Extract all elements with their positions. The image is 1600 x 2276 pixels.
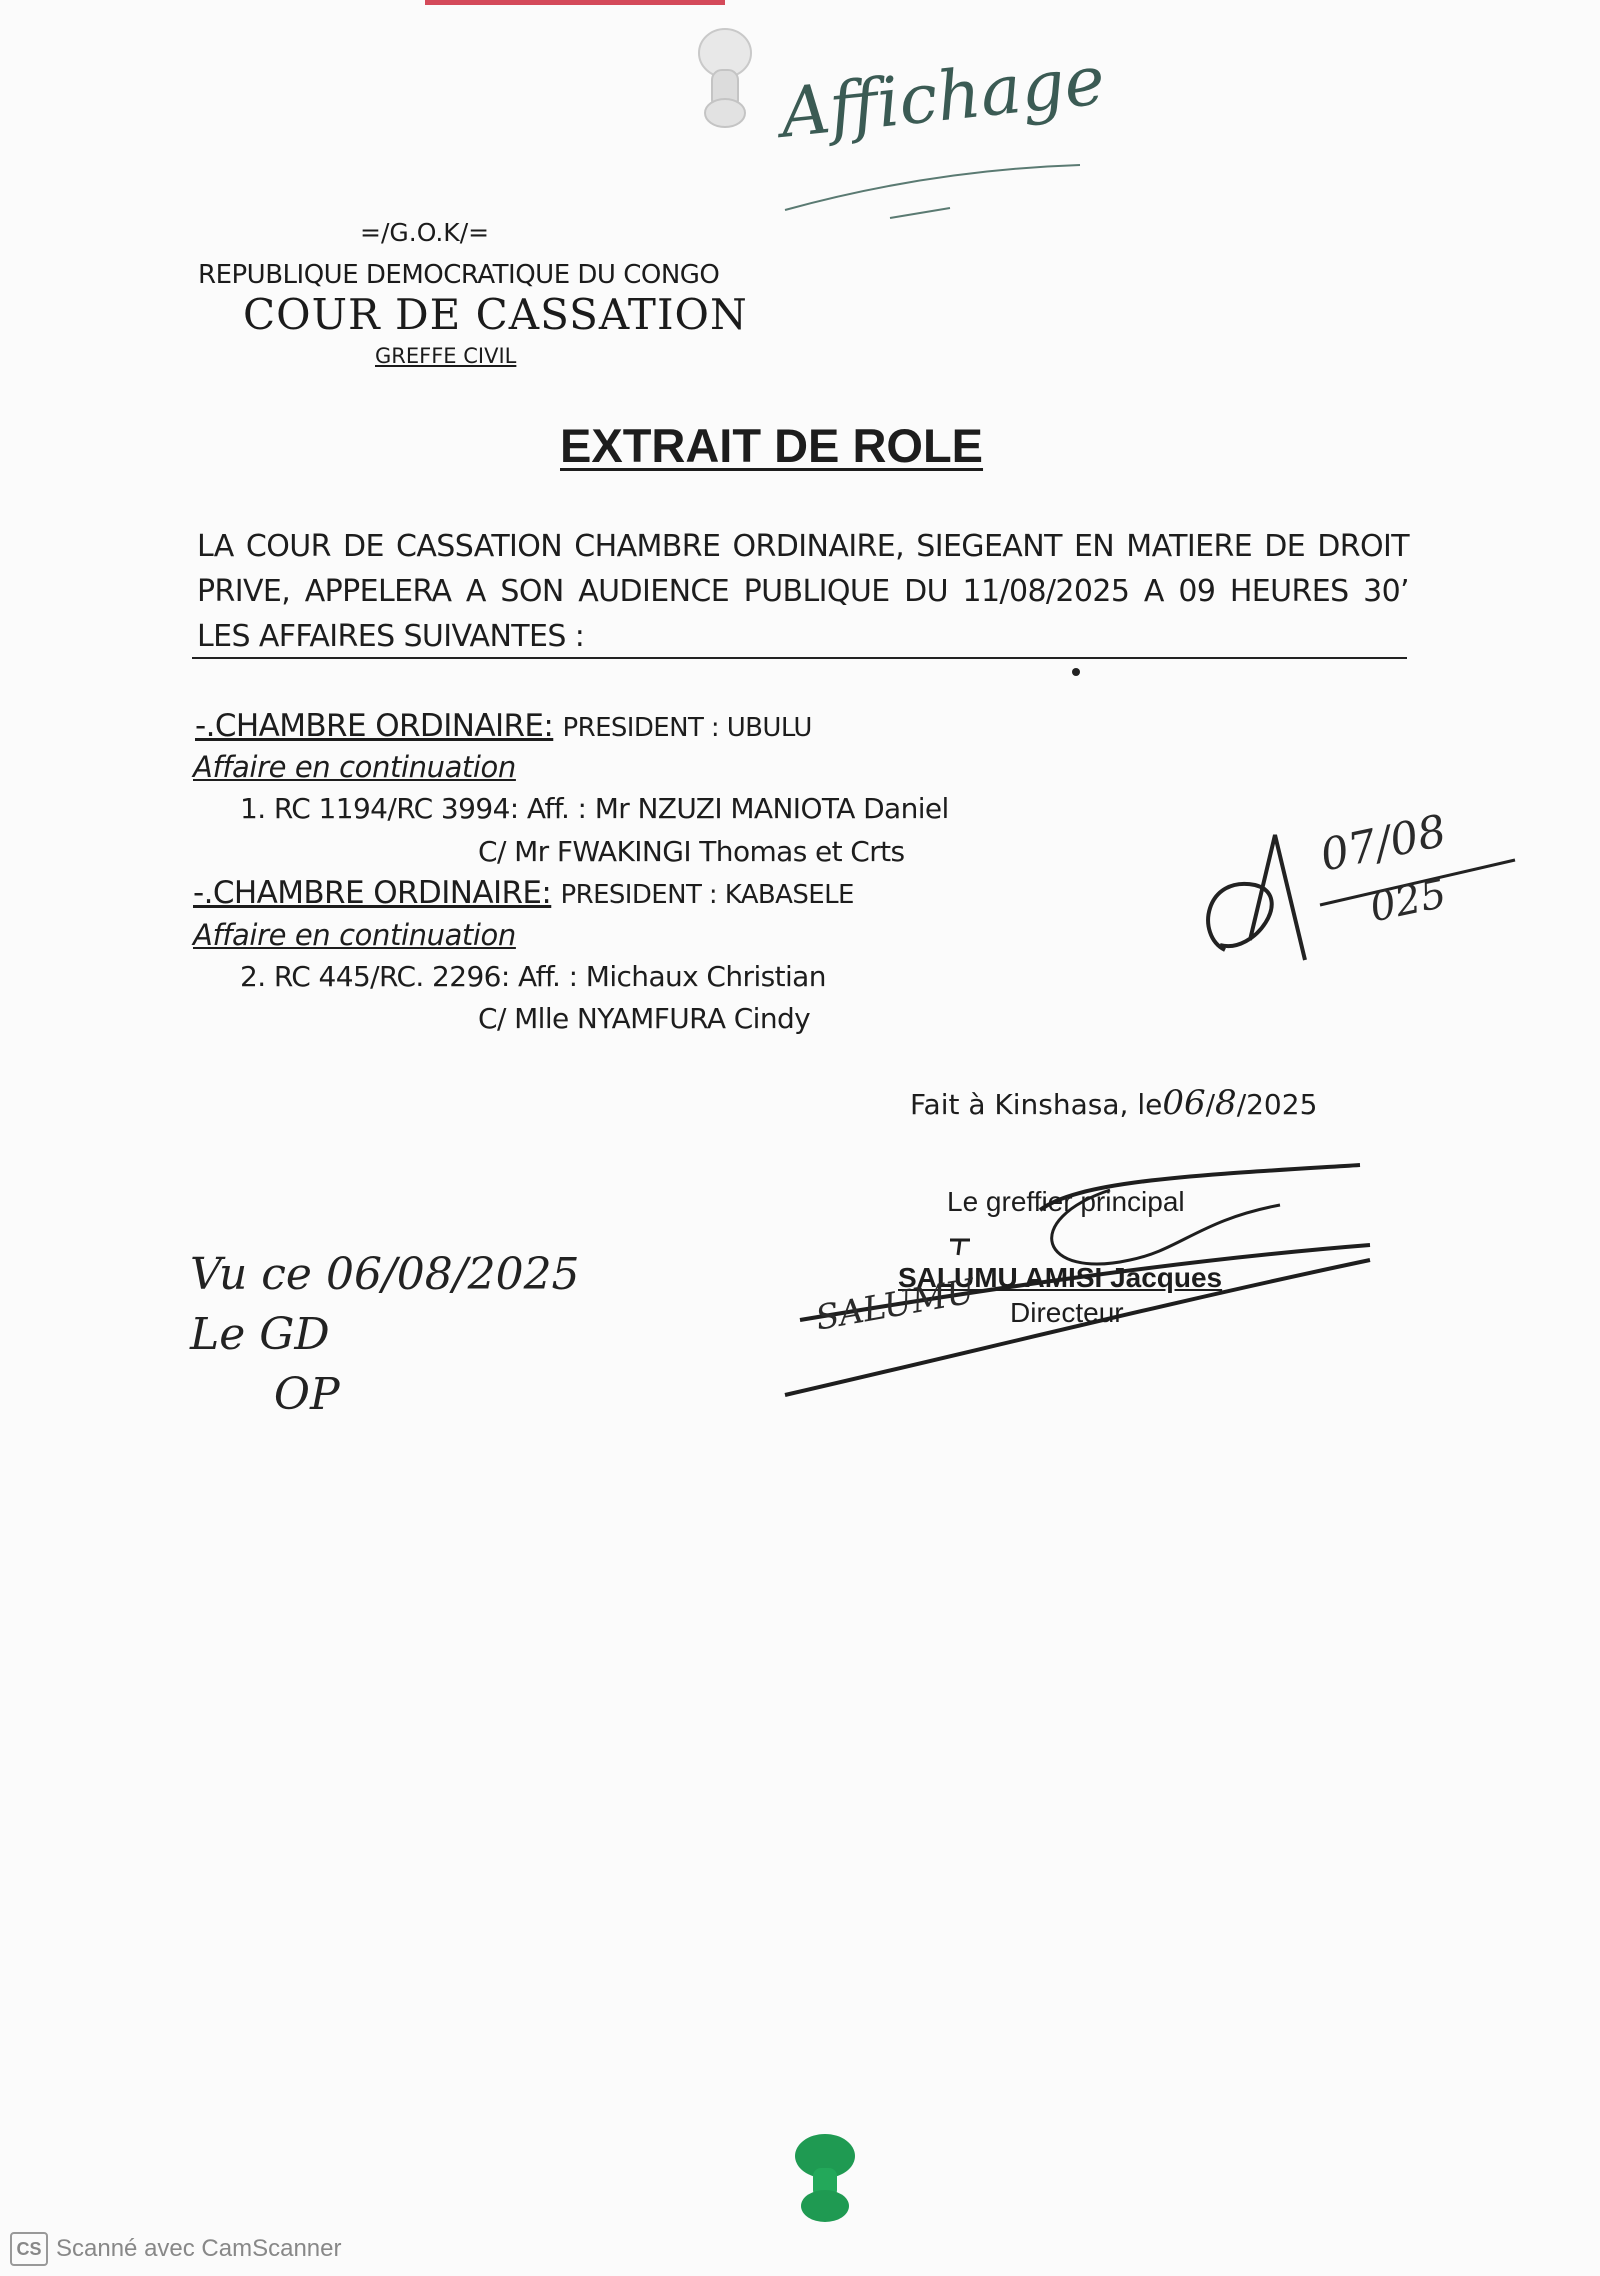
intro-paragraph: LA COUR DE CASSATION CHAMBRE ORDINAIRE, SIEGEANT EN MATIERE DE DROIT PRIVE, APPELERA A SON AUDIENCE PUBLIQUE DU 11/08/2025 A 09 HEURES 30’ LES AFFAIRES SUIVANTES :	[197, 529, 1409, 654]
stamp-date-line2: 025	[1366, 870, 1451, 932]
date-separator: /	[1205, 1088, 1216, 1121]
gok-header: =/G.O.K/=	[360, 218, 490, 247]
pushpin-icon	[690, 25, 760, 135]
case-line-1: 1. RC 1194/RC 3994: Aff. : Mr NZUZI MANIOTA Daniel	[240, 792, 949, 825]
handwritten-initials	[1195, 815, 1325, 975]
camscanner-label: Scanné avec CamScanner	[56, 2235, 342, 2262]
case-line-2: 2. RC 445/RC. 2296: Aff. : Michaux Christian	[240, 960, 826, 993]
date-day: 06	[1162, 1083, 1206, 1123]
document-title: EXTRAIT DE ROLE	[560, 419, 984, 472]
place-date-prefix: Fait à Kinshasa, le	[910, 1088, 1163, 1121]
handwritten-affichage: Affichage	[776, 41, 1109, 154]
clerk-name: SALUMU AMISI Jacques	[898, 1262, 1223, 1293]
chamber-label: -.CHAMBRE ORDINAIRE:	[195, 708, 554, 744]
camscanner-logo-icon: CS	[10, 2232, 48, 2266]
green-pushpin-icon	[785, 2128, 865, 2228]
stamp-date-line1: 07/08	[1316, 805, 1451, 882]
horizontal-rule	[192, 657, 1407, 659]
case-versus-2: C/ Mlle NYAMFURA Cindy	[478, 1002, 811, 1035]
place-date	[910, 1083, 1317, 1123]
republic-header: REPUBLIQUE DEMOCRATIQUE DU CONGO	[198, 260, 720, 290]
chamber-heading-2	[193, 875, 854, 911]
clerk-title: Directeur	[1010, 1297, 1124, 1328]
date-year: /2025	[1236, 1088, 1318, 1121]
president-label: PRESIDENT : KABASELE	[560, 880, 854, 910]
affichage-underline	[780, 150, 1090, 220]
registry-name: GREFFE CIVIL	[375, 344, 517, 368]
top-color-strip	[425, 0, 725, 5]
president-label: PRESIDENT : UBULU	[562, 713, 812, 743]
case-versus-1: C/ Mr FWAKINGI Thomas et Crts	[478, 835, 905, 868]
chamber-label: -.CHAMBRE ORDINAIRE:	[193, 875, 552, 911]
ink-dot	[1072, 668, 1080, 676]
margin-note: Vu ce 06/08/2025 Le GD OP	[190, 1249, 580, 1420]
court-name: COUR DE CASSATION	[243, 290, 748, 339]
camscanner-footer	[10, 2232, 342, 2266]
clerk-role: Le greffier principal	[947, 1186, 1185, 1217]
affaire-subtitle-2: Affaire en continuation	[193, 918, 516, 952]
handwritten-signature: SALUMU	[812, 1271, 978, 1339]
date-month: 8	[1215, 1083, 1237, 1123]
affaire-subtitle-1: Affaire en continuation	[193, 750, 516, 784]
chamber-heading-1	[195, 708, 812, 744]
